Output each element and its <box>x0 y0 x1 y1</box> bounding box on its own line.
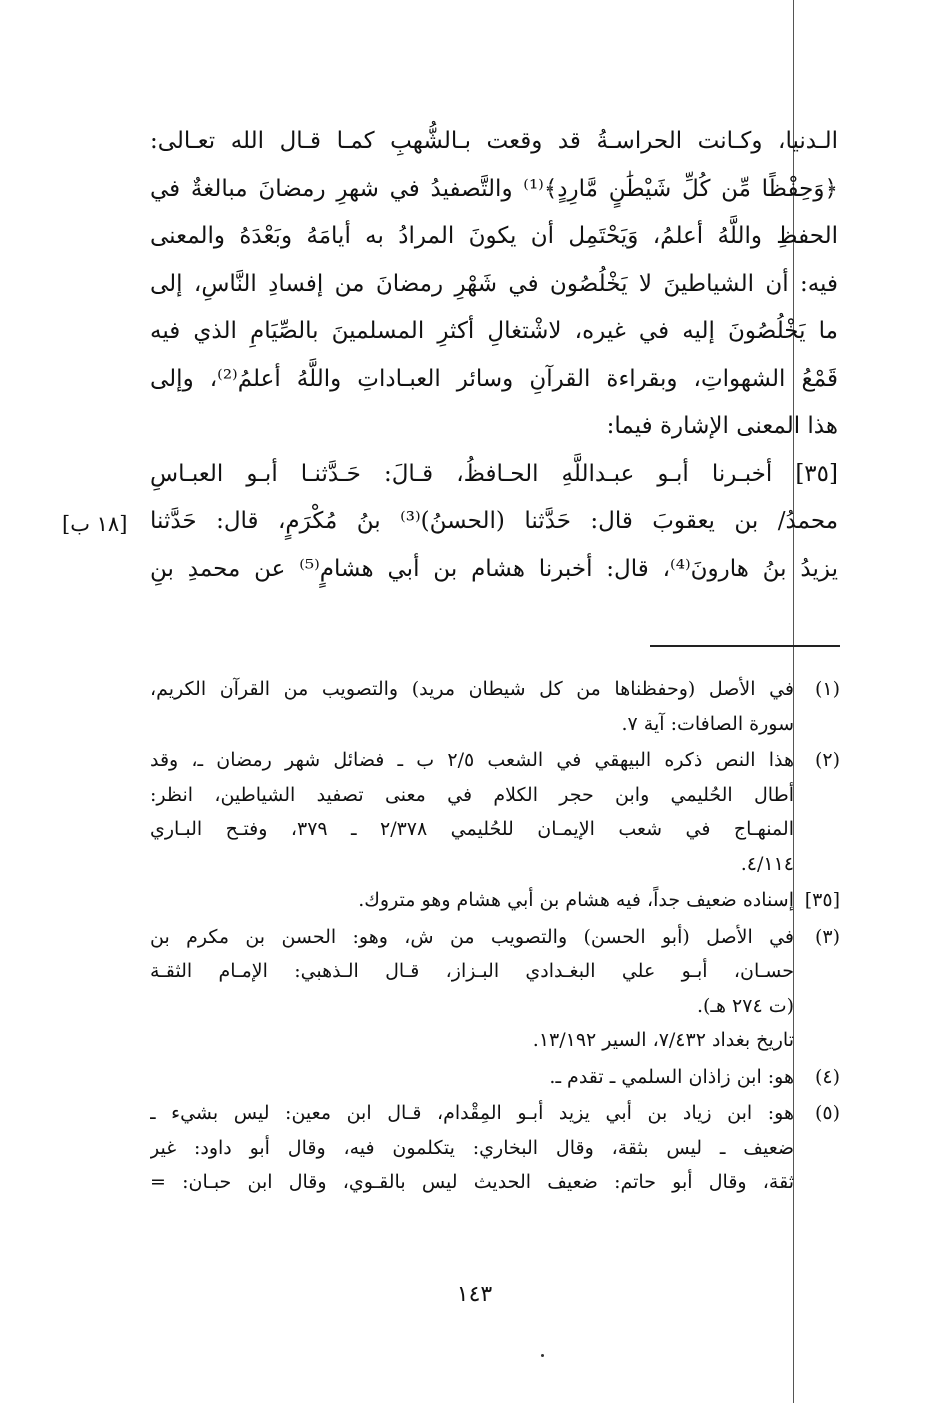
main-line: قَمْعُ الشهواتِ، وبقراءة القرآنِ وسائر العبـاداتِ واللَّهُ أعلمُ⁽²⁾، وإلى <box>150 365 838 392</box>
footnote-number: (٤) <box>814 1065 840 1088</box>
footnote-line: أطال الحُليمي وابن حجر الكلام في معنى تصفيد الشياطين، انظر: <box>150 783 794 806</box>
footnote-line: ضعيف ـ ليس بثقة، وقال البخاري: يتكلمون فيه، وقال أبو داود: غير <box>150 1136 794 1159</box>
footnote-number: [٣٥] <box>804 889 840 911</box>
footnote-line: ثقة، وقال أبو حاتم: ضعيف الحديث ليس بالقـوي، وقال ابن حبـان: = <box>150 1171 794 1193</box>
main-line: الـدنيا، وكـانت الحراسـةُ قد وقعت بـالشُّهبِ كمـا قـال الله تعـالى: <box>150 128 838 154</box>
footnote-number: (٥) <box>814 1102 840 1124</box>
footnote-number: (٣) <box>814 925 840 948</box>
footnotes-block <box>150 672 840 1202</box>
footnote-line: (ت ٢٧٤ هـ). <box>696 994 794 1017</box>
footnote-line: حسـان، أبـو علي البغـدادي البـزاز، قـال الـذهبي: الإمـام الثقـة <box>150 960 794 982</box>
footnote-35 <box>150 883 840 918</box>
main-text-block <box>150 118 838 593</box>
footnote-1 <box>150 672 840 741</box>
main-line: فيه: أن الشياطينَ لا يَخْلُصُون في شَهْرِ رمضانَ من إفسادِ النَّاسِ، إلى <box>150 270 838 297</box>
footnote-line: ٤/١١٤. <box>740 852 794 875</box>
footnote-line: المنهـاج في شعب الإيمـان للحُليمي ٢/٣٧٨ ـ ٣٧٩، وفتـح البـاري <box>150 818 794 840</box>
footnote-line: سورة الصافات: آية ٧. <box>621 712 794 735</box>
main-line: الحفظِ واللَّهُ أعلمُ، وَيَحْتَمِل أن يكونَ المرادُ به أيامَهُ وبَعْدَهُ والمعنى <box>150 223 838 249</box>
print-speck <box>541 1354 544 1357</box>
footnote-3 <box>150 920 840 1058</box>
footnote-line: في الأصل (وحفظناها من كل شيطان مريد) والتصويب من القرآن الكريم، <box>150 678 794 700</box>
footnote-4 <box>150 1060 840 1095</box>
footnote-line: تاريخ بغداد ٧/٤٣٢، السير ١٣/١٩٢. <box>532 1029 794 1051</box>
main-line: هذا المعنى الإشارة فيما: <box>606 413 838 439</box>
main-line: ما يَخْلُصُونَ إليه في غيره، لاشْتغالِ أكثرِ المسلمينَ بالصِّيَامِ الذي فيه <box>150 318 838 344</box>
main-line: يزيدُ بنُ هارونَ⁽⁴⁾، قال: أخبرنا هشام بن أبي هشامٍ⁽⁵⁾ عن محمدِ بنِ <box>150 555 838 582</box>
footnote-separator <box>650 645 840 647</box>
footnote-5 <box>150 1096 840 1200</box>
manuscript-folio-note: [١٨ ب] <box>62 512 128 536</box>
footnote-line: هو: ابن زياد بن أبي يزيد أبـو المِقْدام، قـال ابن معين: ليس بشيء ـ <box>150 1102 794 1124</box>
footnote-line: في الأصل (أبو الحسن) والتصويب من ش، وهو: الحسن بن مكرم بن <box>150 925 794 948</box>
footnote-2 <box>150 743 840 881</box>
footnote-number: (١) <box>814 678 840 700</box>
footnote-number: (٢) <box>814 749 840 771</box>
main-line: ﴿وَحِفْظًا مِّن كُلِّ شَيْطَٰنٍ مَّارِدٍ﴾⁽¹⁾ والتَّصفيدُ في شهرِ رمضانَ مبالغةٌ في <box>150 175 838 202</box>
footnote-line: هو: ابن زاذان السلمي ـ تقدم ـ. <box>549 1065 794 1088</box>
main-line: [٣٥] أخبـرنا أبـو عبـداللَّهِ الحـافظُ، قـالَ: حَـدَّثنـا أبـو العبـاسِ <box>150 460 838 487</box>
page-number: ١٤٣ <box>456 1282 493 1307</box>
footnote-line: هذا النص ذكره البيهقي في الشعب ٢/٥ ب ـ فضائل شهر رمضان ـ، وقد <box>150 749 794 771</box>
footnote-line: إسناده ضعيف جداً، فيه هشام بن أبي هشام وهو متروك. <box>358 889 794 911</box>
main-line: محمدُ/ بن يعقوبَ قال: حَدَّثنا (الحسنُ)⁽³⁾ بنُ مُكْرَمٍ، قال: حَدَّثنا <box>150 508 838 534</box>
